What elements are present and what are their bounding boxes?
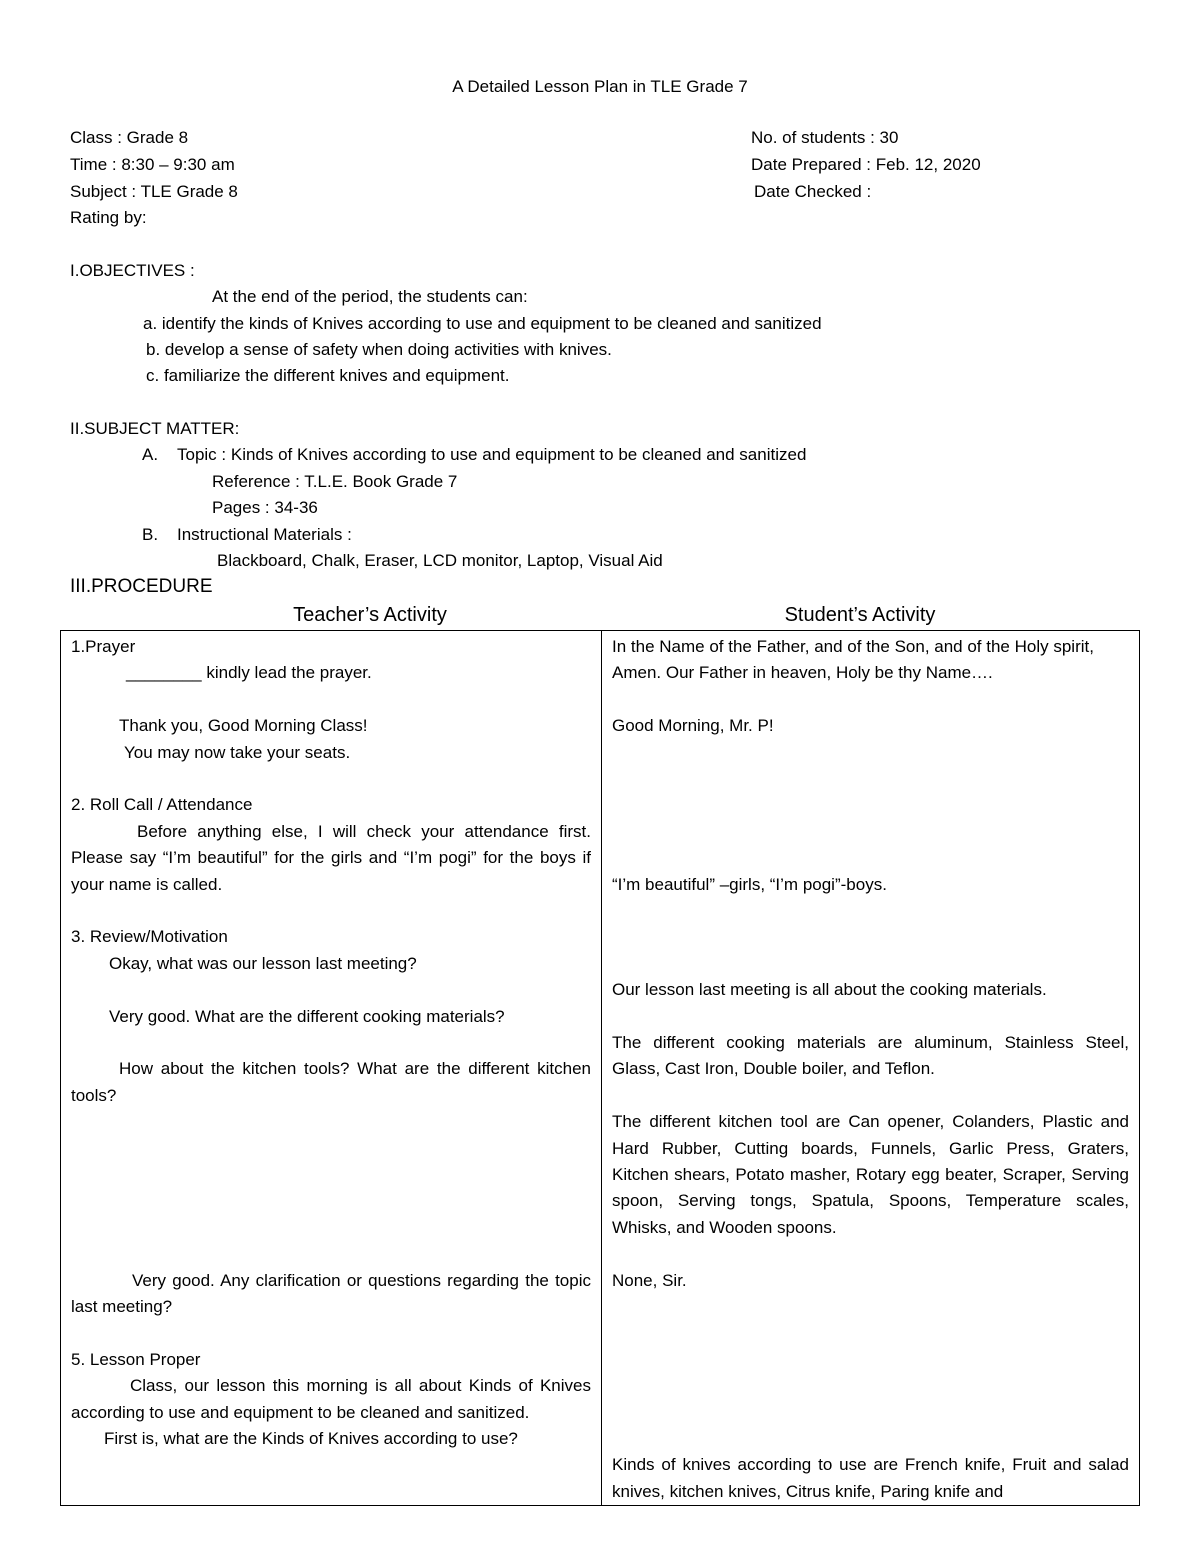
- student-activity-header: Student’s Activity: [784, 604, 936, 626]
- prayer-title: 1.Prayer: [71, 637, 136, 656]
- materials-label: Instructional Materials :: [177, 525, 352, 544]
- student-answer: None, Sir.: [612, 1270, 687, 1290]
- prayer-response: In the Name of the Father, and of the Son, and of the Holy spirit, Amen. Our Father in heaven, Holy be thy Name….: [612, 637, 1094, 683]
- student-answer: Kinds of knives according to use are French knife, Fruit and salad knives, kitchen knives, Citrus knife, Paring knife and: [612, 1455, 1129, 1501]
- review-question: How about the kitchen tools? What are the different kitchen tools?: [71, 1059, 591, 1105]
- roll-call-text: Before anything else, I will check your attendance first. Please say “I’m beautiful” for the girls and “I’m pogi” for the boys if your name is called.: [71, 821, 591, 894]
- procedure-heading: III.PROCEDURE: [70, 576, 213, 597]
- materials-letter: B.: [142, 525, 159, 544]
- objective-item: b. develop a sense of safety when doing activities with knives.: [146, 340, 612, 359]
- student-answer: The different kitchen tool are Can opener, Colanders, Plastic and Hard Rubber, Cutting boards, Funnels, Garlic Press, Graters, Kitchen shears, Potato masher, Rotary egg beater, Scraper, Serving spoon, Serving tongs, Spatula, Spoons, Temperature scales, Whisks, and Wooden spoons.: [612, 1112, 1129, 1237]
- date-checked-info: Date Checked :: [754, 182, 872, 201]
- thank-you-text: Thank you, Good Morning Class!: [119, 716, 368, 736]
- teacher-activity-cell: [61, 631, 602, 1506]
- review-question: Very good. What are the different cooking materials?: [109, 1006, 505, 1026]
- time-info: Time : 8:30 – 9:30 am: [70, 155, 235, 174]
- class-info: Class : Grade 8: [70, 128, 189, 147]
- date-prepared-info: Date Prepared : Feb. 12, 2020: [751, 155, 981, 174]
- teacher-activity-header: Teacher’s Activity: [293, 604, 447, 626]
- objective-item: a. identify the kinds of Knives according to use and equipment to be cleaned and sanitized: [143, 314, 822, 333]
- greeting-response: Good Morning, Mr. P!: [612, 716, 774, 736]
- subject-matter-heading: II.SUBJECT MATTER:: [70, 419, 240, 438]
- document-title: A Detailed Lesson Plan in TLE Grade 7: [452, 77, 748, 96]
- students-count-info: No. of students : 30: [751, 128, 899, 147]
- student-answer: The different cooking materials are aluminum, Stainless Steel, Glass, Cast Iron, Double boiler, and Teflon.: [612, 1032, 1129, 1079]
- prayer-lead: ________ kindly lead the prayer.: [126, 663, 372, 683]
- review-question: Okay, what was our lesson last meeting?: [109, 953, 417, 973]
- review-question: Very good. Any clarification or questions regarding the topic last meeting?: [71, 1270, 591, 1316]
- objectives-heading: I.OBJECTIVES :: [70, 261, 195, 280]
- lesson-proper-title: 5. Lesson Proper: [71, 1349, 201, 1369]
- lesson-proper-text: Class, our lesson this morning is all about Kinds of Knives according to use and equipment to be cleaned and sanitized.: [71, 1376, 591, 1422]
- procedure-table: [60, 630, 1140, 1506]
- objectives-intro: At the end of the period, the students can:: [212, 287, 528, 306]
- student-answer: Our lesson last meeting is all about the cooking materials.: [612, 980, 1047, 1000]
- take-seats-text: You may now take your seats.: [124, 742, 351, 762]
- materials-list: Blackboard, Chalk, Eraser, LCD monitor, Laptop, Visual Aid: [217, 551, 663, 570]
- rating-info: Rating by:: [70, 208, 147, 227]
- reference-text: Reference : T.L.E. Book Grade 7: [212, 472, 458, 491]
- attendance-response: “I’m beautiful” –girls, “I’m pogi”-boys.: [612, 874, 887, 894]
- lesson-question: First is, what are the Kinds of Knives according to use?: [104, 1429, 518, 1448]
- pages-text: Pages : 34-36: [212, 498, 318, 517]
- subject-info: Subject : TLE Grade 8: [70, 182, 238, 201]
- student-activity-cell: [602, 631, 1140, 1506]
- roll-call-title: 2. Roll Call / Attendance: [71, 795, 253, 815]
- table-row: [61, 631, 1140, 1506]
- topic-letter: A.: [142, 445, 159, 464]
- topic-text: Topic : Kinds of Knives according to use and equipment to be cleaned and sanitized: [177, 445, 807, 464]
- objective-item: c. familiarize the different knives and equipment.: [146, 366, 510, 385]
- review-title: 3. Review/Motivation: [71, 927, 228, 947]
